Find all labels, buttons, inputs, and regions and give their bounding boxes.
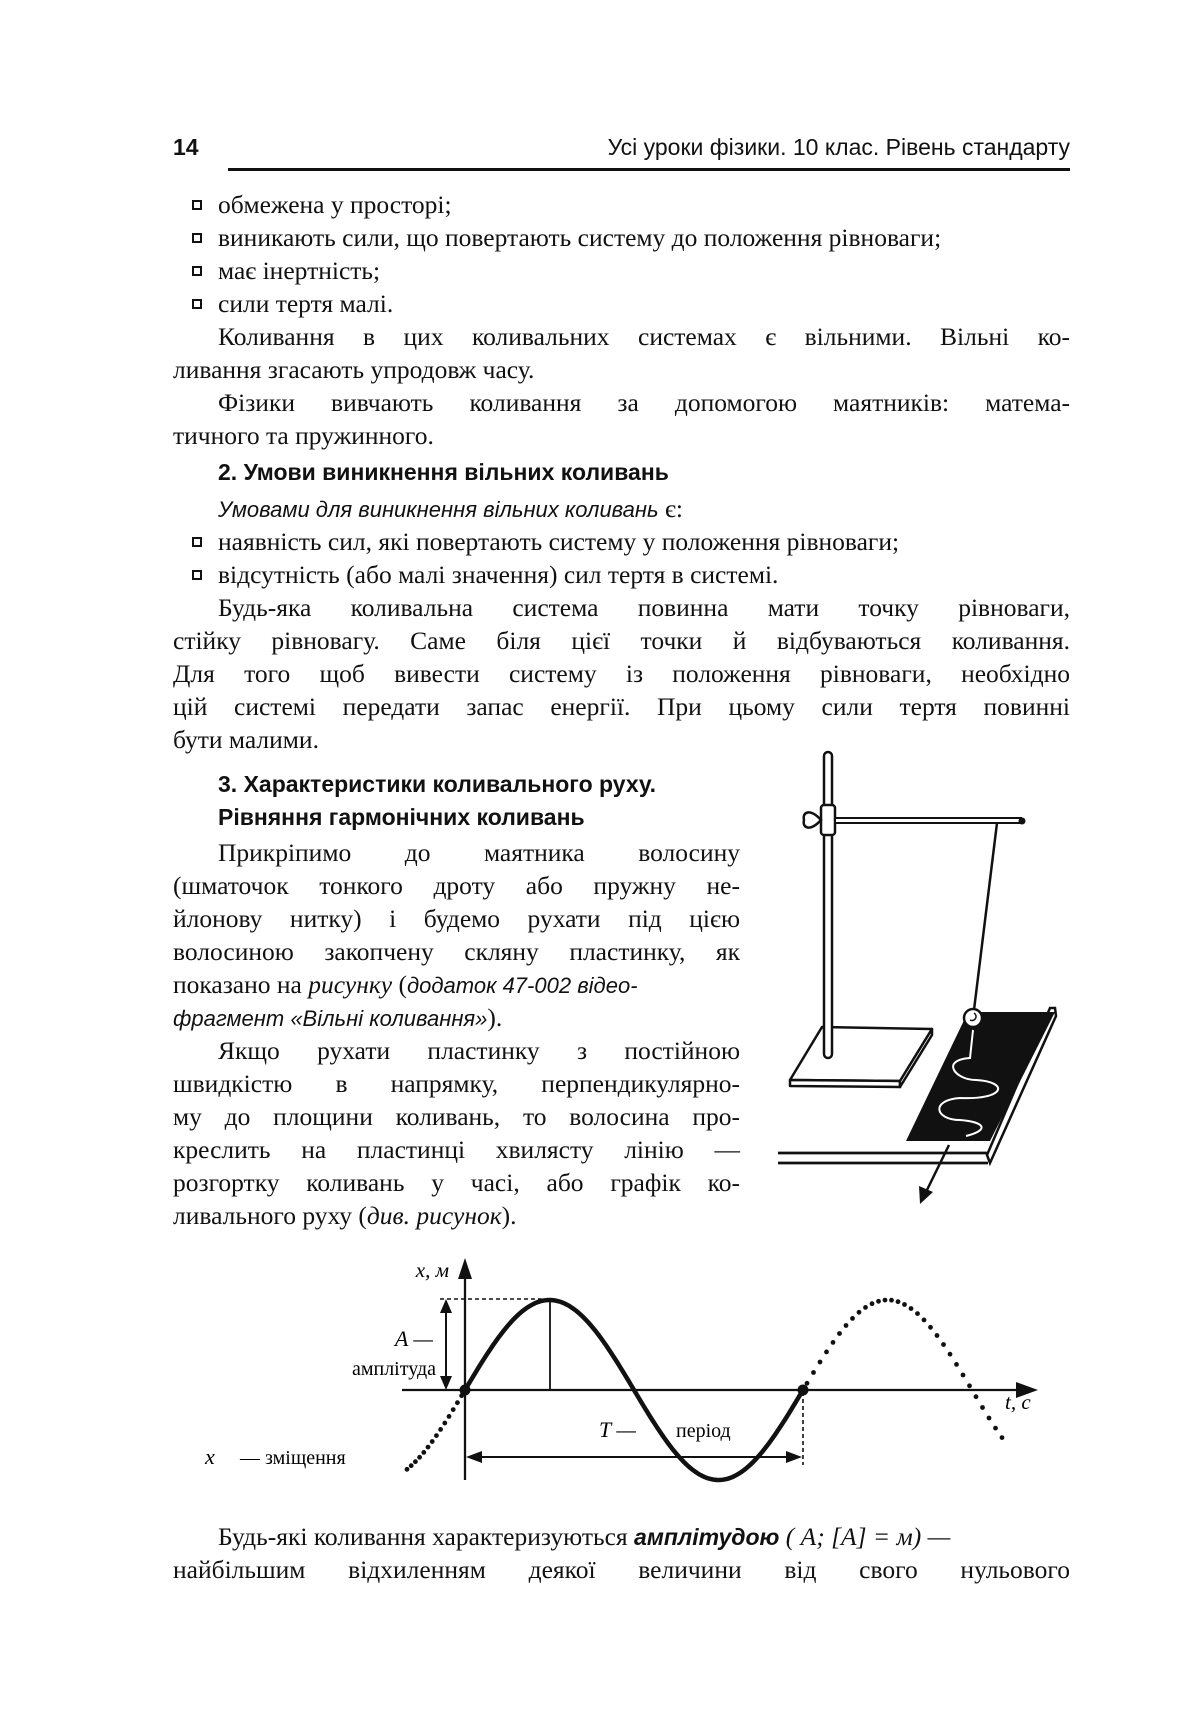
curve-dot [935, 1333, 940, 1338]
curve-dot [805, 1381, 810, 1386]
text-run: ). [501, 1201, 517, 1230]
curve-dot [883, 1298, 888, 1303]
appendix-reference: фрагмент «Вільні коливання» [173, 1006, 488, 1031]
curve-dot [915, 1311, 920, 1316]
paragraph-line: Прикріпимо до маятника волосину [218, 838, 740, 867]
curve-dot [980, 1405, 985, 1410]
curve-dot [811, 1370, 816, 1375]
text-run: показано на [173, 970, 309, 999]
list-item: обмежена у просторі; [218, 190, 452, 219]
curve-dot [902, 1302, 907, 1307]
curve-dot [434, 1433, 439, 1438]
curve-dot [941, 1342, 946, 1347]
curve-dot [438, 1427, 443, 1432]
paragraph-line: стійку рівновагу. Саме біля цієї точки й відбуваються коливання. [173, 626, 1070, 655]
curve-dot [447, 1414, 452, 1419]
curve-dot [824, 1350, 829, 1355]
text-run: ). [487, 1003, 503, 1032]
paragraph-line: му до площини коливань, то волосина про- [173, 1102, 740, 1131]
list-item: наявність сил, які повертають систему у положення рівноваги; [218, 527, 900, 556]
paragraph-line: йлонову нитку) і будемо рухати під цією [173, 904, 740, 933]
curve-dot [993, 1426, 998, 1431]
list-item: має інертність; [218, 256, 381, 285]
curve-dot [831, 1340, 836, 1345]
paragraph-line: розгортку коливань у часі, або графік ко- [173, 1168, 740, 1197]
figure-reference: рисунку [308, 970, 393, 999]
period-arrow-left-icon [466, 1451, 482, 1463]
curve-dot [896, 1299, 901, 1304]
curve-dot [987, 1416, 992, 1421]
curve-dot [909, 1306, 914, 1311]
paragraph-line [218, 1520, 1070, 1553]
paragraph-line: бути малими. [173, 725, 319, 754]
displacement-curve-dotted-before [405, 1393, 464, 1471]
text-run: Будь-які коливання характеризуються [218, 1522, 635, 1551]
appendix-reference: додаток 47-002 відео- [406, 973, 638, 998]
paragraph-line: (шматочок тонкого дроту або пружну не- [173, 871, 740, 900]
curve-dot [818, 1360, 823, 1365]
section-heading: Рівняння гармонічних коливань [218, 804, 585, 830]
term-amplitude: амплітудою [634, 1524, 780, 1550]
paragraph-line: ливання згасають упродовж часу. [173, 355, 535, 384]
running-title: Усі уроки фізики. 10 клас. Рівень стандарту [607, 134, 1070, 160]
curve-dot [451, 1407, 456, 1412]
curve-dot [863, 1305, 868, 1310]
paragraph-line: тичного та пружинного. [173, 421, 434, 450]
section-heading: 3. Характеристики коливального руху. [218, 771, 657, 797]
figure-reference: див. рисунок [366, 1201, 502, 1230]
list-item: сили тертя малі. [218, 289, 394, 318]
curve-dot [442, 1421, 447, 1426]
paragraph-line: Якщо рухати пластинку з постійною [218, 1036, 740, 1065]
paragraph-line: Будь-яка коливальна система повинна мати точку рівноваги, [218, 593, 1070, 622]
curve-dot [876, 1299, 881, 1304]
curve-dot [409, 1463, 414, 1468]
curve-dot [426, 1445, 431, 1450]
curve-dot [954, 1362, 959, 1367]
paragraph-line: креслить на пластинці хвилясту лінію — [173, 1135, 740, 1164]
paragraph-line: швидкістю в напрямку, перпендикулярно- [173, 1069, 740, 1098]
list-item: відсутність (або малі значення) сил тертя в системі. [218, 560, 779, 589]
displacement-curve-dotted-after [805, 1298, 1005, 1440]
curve-dot [405, 1467, 410, 1472]
curve-dot [870, 1301, 875, 1306]
paragraph-line: цій системі передати запас енергії. При цьому сили тертя повинні [173, 692, 1070, 721]
curve-dot [974, 1394, 979, 1399]
curve-dot [922, 1318, 927, 1323]
curve-dot [928, 1325, 933, 1330]
displacement-label-symbol: x [205, 1444, 215, 1469]
page-number: 14 [173, 134, 199, 160]
section-heading: 2. Умови виникнення вільних коливань [218, 459, 669, 485]
amplitude-arrow-up-icon [440, 1299, 452, 1313]
curve-dot [844, 1323, 849, 1328]
paragraph-line: Коливання в цих коливальних системах є вільними. Вільні ко- [218, 322, 1070, 351]
curve-dot [889, 1298, 894, 1303]
start-point [460, 1385, 471, 1396]
y-axis-label: x, м [415, 1258, 449, 1282]
curve-dot [1000, 1435, 1005, 1440]
text-run: ( [392, 970, 407, 999]
curve-dot [837, 1331, 842, 1336]
displacement-label: — зміщення [240, 1447, 346, 1469]
period-label: період [676, 1420, 731, 1442]
curve-dot [961, 1373, 966, 1378]
curve-dot [967, 1383, 972, 1388]
curve-dot [430, 1439, 435, 1444]
lead-italic: Умовами для виникнення вільних коливань [218, 497, 659, 522]
paragraph-line: волосиною закопчену скляну пластинку, як [173, 937, 740, 966]
paragraph-line: найбільшим відхиленням деякої величини від свого нульового [173, 1555, 1070, 1584]
curve-dot [413, 1459, 418, 1464]
period-arrow-right-icon [786, 1451, 802, 1463]
list-item: виникають сили, що повертають систему до положення рівноваги; [218, 223, 942, 252]
amplitude-label: амплітуда [351, 1358, 436, 1380]
amplitude-label-symbol: A — [394, 1326, 433, 1351]
curve-dot [857, 1310, 862, 1315]
paragraph-line: Для того щоб вивести систему із положення рівноваги, необхідно [173, 659, 1070, 688]
period-label-symbol: T — [599, 1417, 636, 1442]
x-axis-arrow-icon [458, 1258, 472, 1279]
curve-dot [417, 1455, 422, 1460]
x-axis-label: t, с [1005, 1390, 1031, 1414]
text-run: ливального руху ( [173, 1201, 367, 1230]
amplitude-formula: ( A; [A] = м) — [779, 1522, 951, 1551]
amplitude-arrow-down-icon [440, 1376, 452, 1390]
paragraph-line: Фізики вивчають коливання за допомогою маятників: матема- [218, 388, 1070, 417]
curve-dot [850, 1316, 855, 1321]
curve-dot [948, 1352, 953, 1357]
lead-tail: є: [658, 494, 683, 523]
curve-dot [421, 1450, 426, 1455]
curve-dot [455, 1400, 460, 1405]
